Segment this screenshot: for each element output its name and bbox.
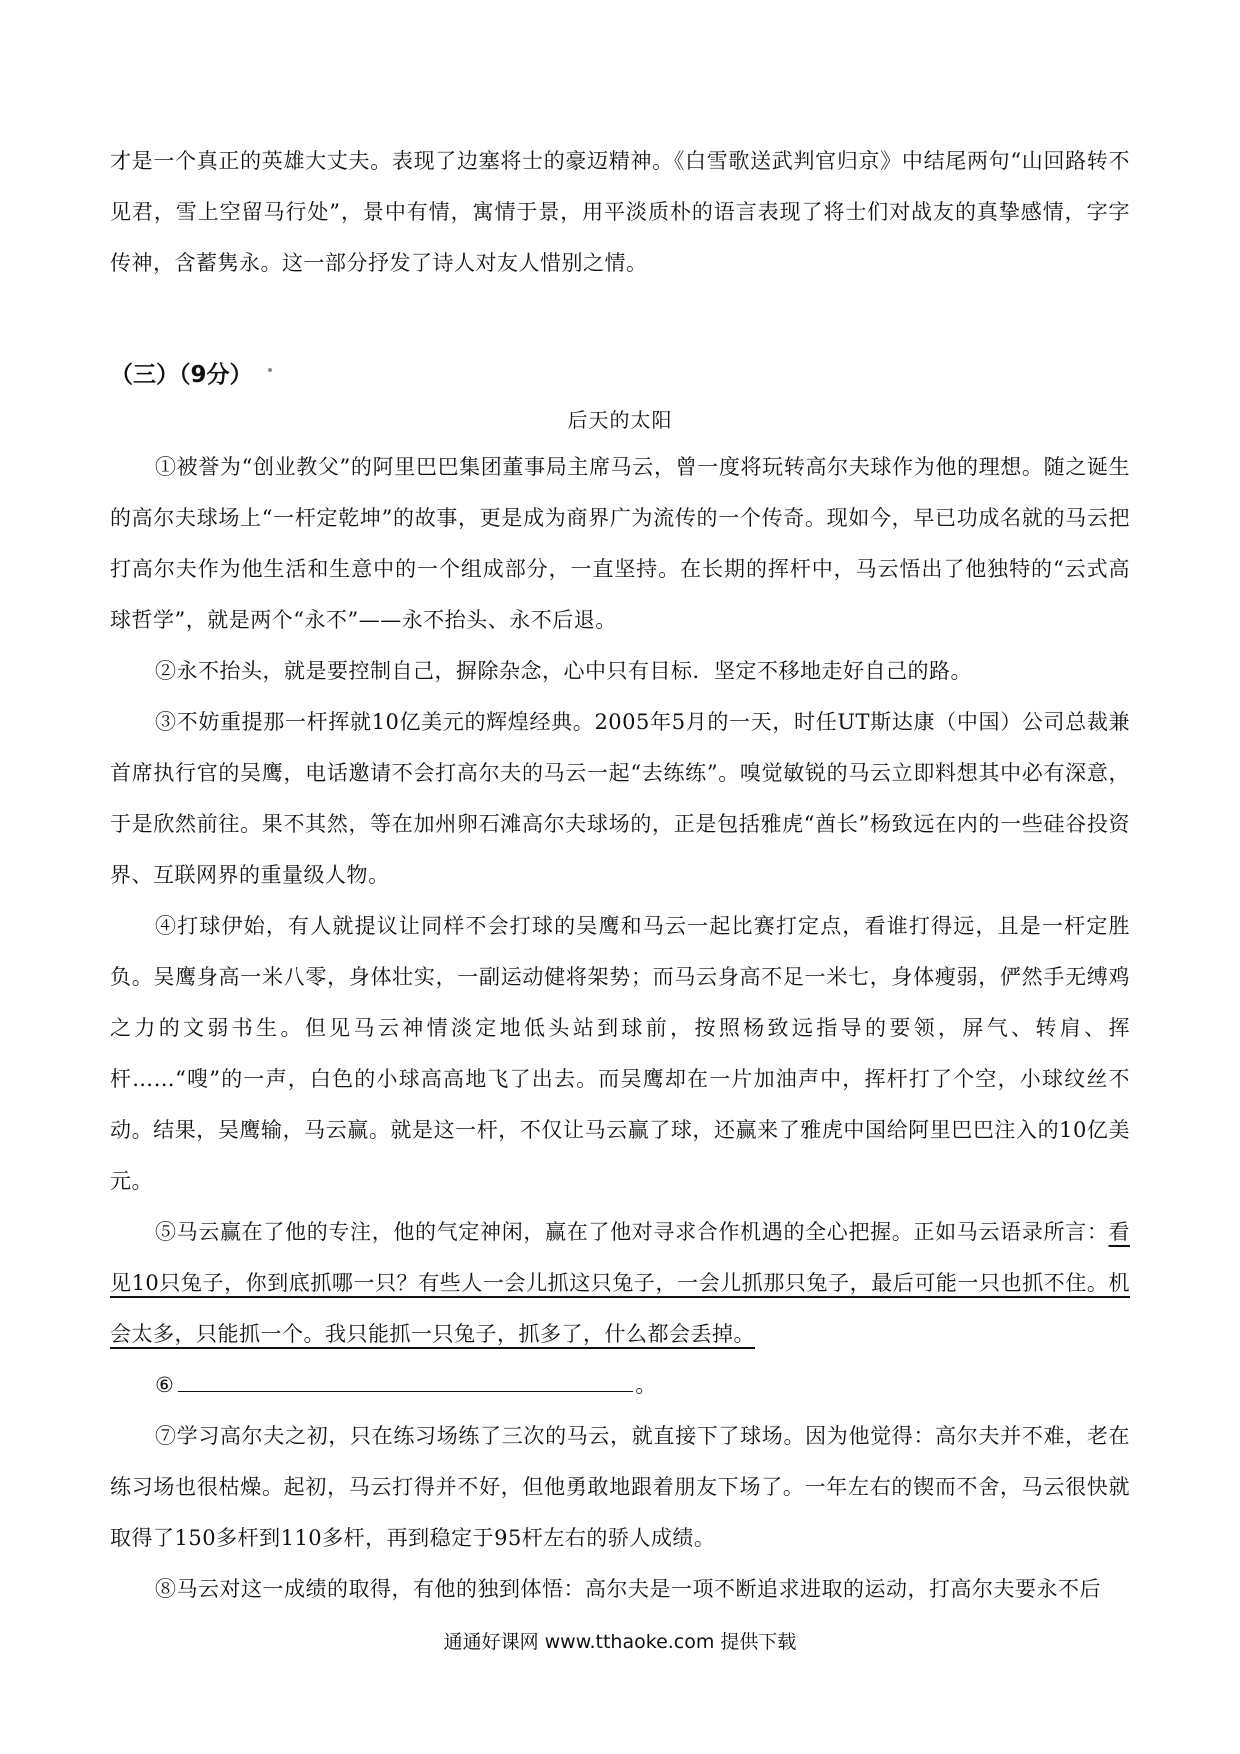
paragraph-7: ⑦学习高尔夫之初，只在练习场练了三次的马云，就直接下了球场。因为他觉得：高尔夫并不难，老在练习场也很枯燥。起初，马云打得并不好，但他勇敢地跟着朋友下场了。一年左右的锲而不舍，马云很快就取得了150多杆到110多杆，再到稳定于95杆左右的骄人成绩。 [110,1424,1130,1550]
paragraph-1: ①被誉为“创业教父”的阿里巴巴集团董事局主席马云，曾一度将玩转高尔夫球作为他的理想。随之诞生的高尔夫球场上“一杆定乾坤”的故事，更是成为商界广为流传的一个传奇。现如今，早已功成名就的马云把打高尔夫作为他生活和生意中的一个组成部分，一直坚持。在长期的挥杆中，马云悟出了他独特的“云式高球哲学”，就是两个“永不”——永不抬头、永不后退。 [110,455,1130,632]
page-footer: 通通好课网 www.tthaoke.com 提供下载 [443,1631,797,1653]
intro-paragraph: 才是一个真正的英雄大丈夫。表现了边塞将士的豪迈精神。《白雪歌送武判官归京》中结尾两句“山回路转不见君，雪上空留马行处”，景中有情，寓情于景，用平淡质朴的语言表现了将士们对战友的真挚感情，字字传神，含蓄隽永。这一部分抒发了诗人对友人惜别之情。 [110,149,1130,275]
answer-blank[interactable] [178,1369,633,1392]
paragraph-6-end: 。 [635,1373,657,1397]
paragraph-6 [110,1360,1130,1411]
stray-mark [268,368,272,372]
paragraph-5-lead: ⑤马云赢在了他的专注，他的气定神闲，赢在了他对寻求合作机遇的全心把握。正如马云语录所言： [155,1220,1109,1244]
paragraph-8: ⑧马云对这一成绩的取得，有他的独到体悟：高尔夫是一项不断追求进取的运动，打高尔夫要永不后 [155,1577,1101,1601]
paragraph-6-number: ⑥ [155,1373,175,1397]
section-heading: （三）（9分） [110,362,253,388]
paragraph-3: ③不妨重提那一杆挥就10亿美元的辉煌经典。2005年5月的一天，时任UT斯达康（中国）公司总裁兼首席执行官的吴鹰，电话邀请不会打高尔夫的马云一起“去练练”。嗅觉敏锐的马云立即料想其中必有深意，于是欣然前往。果不其然，等在加州卵石滩高尔夫球场的，正是包括雅虎“酋长”杨致远在内的一些硅谷投资界、互联网界的重量级人物。 [110,710,1130,887]
article-title: 后天的太阳 [567,408,673,432]
paragraph-4: ④打球伊始，有人就提议让同样不会打球的吴鹰和马云一起比赛打定点，看谁打得远，且是一杆定胜负。吴鹰身高一米八零，身体壮实，一副运动健将架势；而马云身高不足一米七，身体瘦弱，俨然手无缚鸡之力的文弱书生。但见马云神情淡定地低头站到球前，按照杨致远指导的要领，屏气、转肩、挥杆……“嗖”的一声，白色的小球高高地飞了出去。而吴鹰却在一片加油声中，挥杆打了个空，小球纹丝不动。结果，吴鹰输，马云赢。就是这一杆，不仅让马云赢了球，还赢来了雅虎中国给阿里巴巴注入的10亿美元。 [110,914,1130,1193]
paragraph-2: ②永不抬头，就是要控制自己，摒除杂念，心中只有目标．坚定不移地走好自己的路。 [155,659,972,683]
underlined-quote: 看见10只兔子，你到底抓哪一只？有些人一会儿抓这只兔子，一会儿抓那只兔子，最后可能一只也抓不住。机会太多，只能抓一个。我只能抓一只兔子，抓多了，什么都会丢掉。 [110,1220,1130,1346]
paragraph-5 [110,1207,1130,1360]
